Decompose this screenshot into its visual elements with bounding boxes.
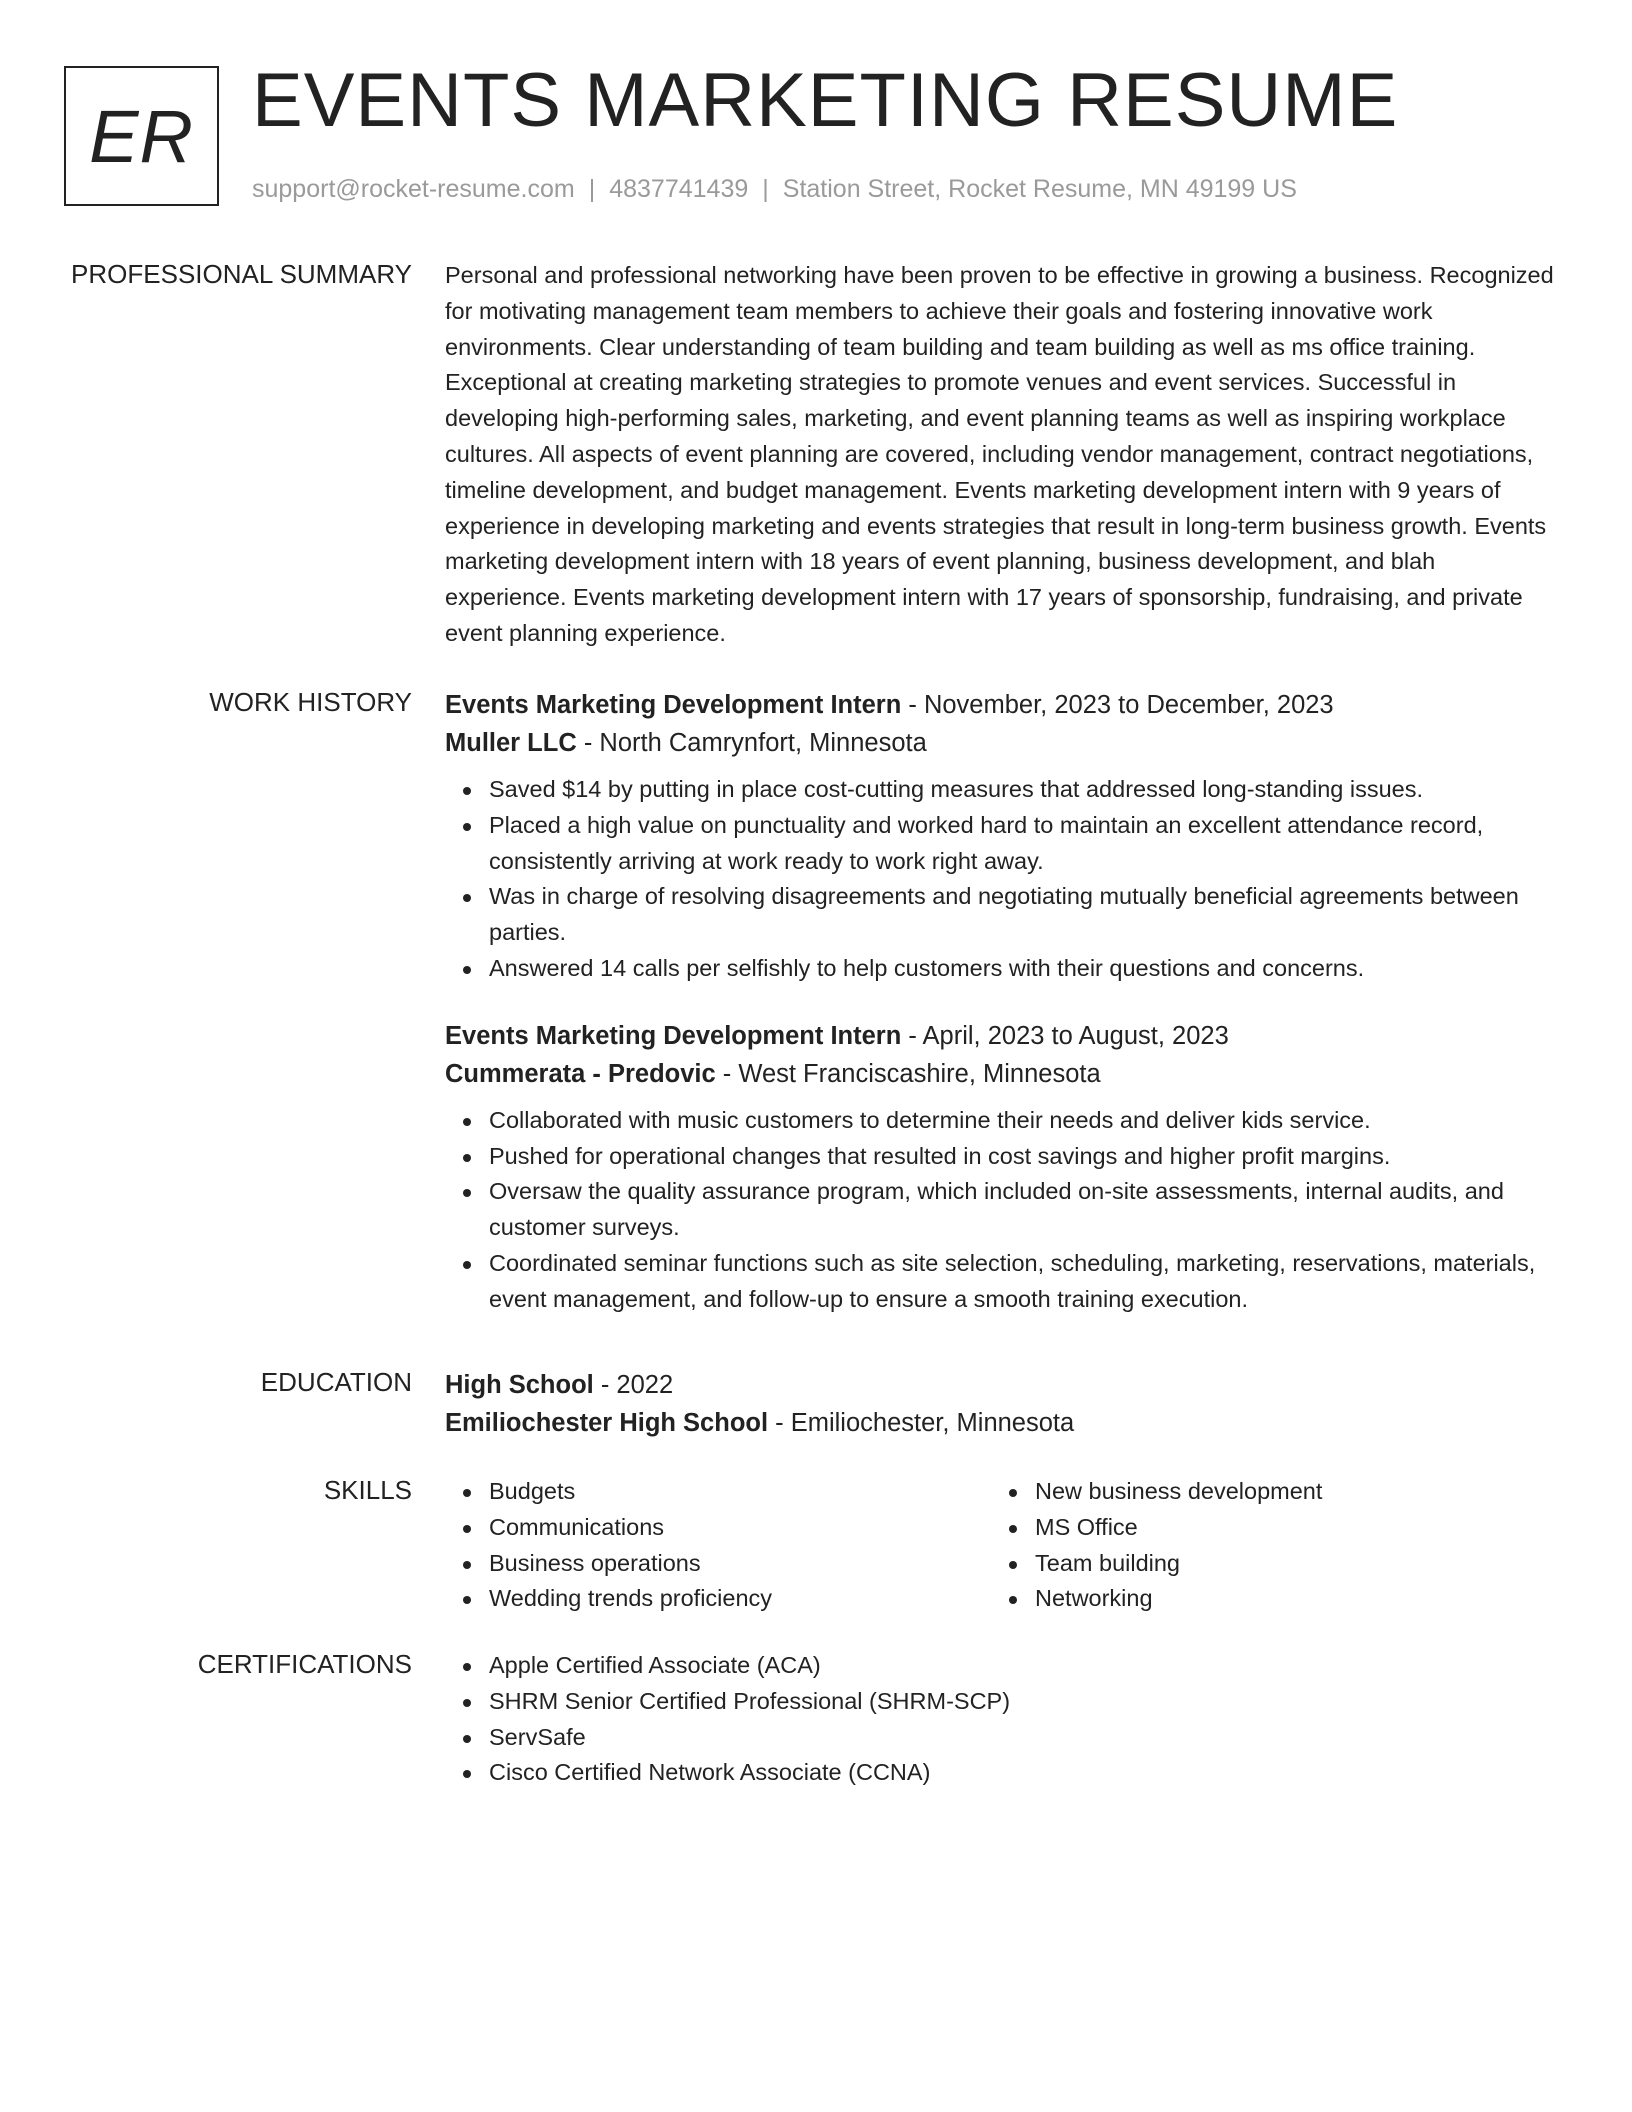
skill-item: Communications [489, 1510, 991, 1546]
skill-item: MS Office [1035, 1510, 1537, 1546]
job-bullets [445, 1103, 1555, 1318]
job-bullet: Answered 14 calls per selfishly to help customers with their questions and concerns. [489, 951, 1555, 987]
job-location: - West Franciscashire, Minnesota [715, 1059, 1101, 1088]
monogram-logo: ER [64, 66, 219, 206]
skill-item: Networking [1035, 1581, 1537, 1617]
skills-column-right [991, 1474, 1537, 1617]
job-title-line [445, 686, 1555, 724]
contact-separator: | [588, 175, 596, 203]
education-school-line [445, 1404, 1555, 1442]
skill-item: Team building [1035, 1546, 1537, 1582]
certifications-list [445, 1648, 1555, 1791]
skills-list [445, 1474, 991, 1617]
education-body [445, 1366, 1555, 1442]
job-bullet: Saved $14 by putting in place cost-cutting measures that addressed long-standing issues. [489, 772, 1555, 808]
job-entry [445, 1017, 1555, 1318]
contact-phone[interactable]: 4837741439 [609, 175, 749, 203]
work-history-body [445, 686, 1555, 1318]
education-year: - 2022 [593, 1371, 674, 1399]
job-bullet: Oversaw the quality assurance program, which included on-site assessments, internal audits, and customer surveys. [489, 1174, 1555, 1246]
job-bullet: Collaborated with music customers to determine their needs and deliver kids service. [489, 1103, 1555, 1139]
certification-item: Apple Certified Associate (ACA) [489, 1648, 1555, 1684]
skill-item: New business development [1035, 1474, 1537, 1510]
skills-list [991, 1474, 1537, 1617]
job-company-line [445, 1055, 1555, 1093]
skills-grid [445, 1474, 1555, 1617]
certification-item: ServSafe [489, 1720, 1555, 1756]
job-location: - North Camrynfort, Minnesota [576, 729, 927, 757]
summary-body [445, 258, 1555, 652]
education-school: Emiliochester High School [445, 1409, 769, 1437]
job-entry [445, 686, 1555, 987]
skill-item: Business operations [489, 1546, 991, 1582]
certification-item: SHRM Senior Certified Professional (SHRM-SCP) [489, 1684, 1555, 1720]
certification-item: Cisco Certified Network Associate (CCNA) [489, 1755, 1555, 1791]
job-title: Events Marketing Development Intern [445, 1021, 902, 1050]
job-company-line [445, 724, 1555, 762]
job-company: Cummerata - Predovic [445, 1059, 716, 1088]
contact-line [252, 174, 1297, 204]
summary-heading: PROFESSIONAL SUMMARY [71, 259, 412, 289]
certifications-heading: CERTIFICATIONS [197, 1649, 412, 1679]
job-bullets [445, 772, 1555, 987]
certifications-body [445, 1648, 1555, 1791]
education-heading: EDUCATION [260, 1367, 412, 1397]
job-bullet: Placed a high value on punctuality and worked hard to maintain an excellent attendance record, consistently arriving at work ready to work right away. [489, 808, 1555, 880]
skills-column-left [445, 1474, 991, 1617]
job-bullet: Was in charge of resolving disagreements and negotiating mutually beneficial agreements between parties. [489, 879, 1555, 951]
job-dates: - April, 2023 to August, 2023 [901, 1021, 1229, 1050]
job-title-line [445, 1017, 1555, 1055]
job-title: Events Marketing Development Intern [445, 691, 902, 719]
skill-item: Wedding trends proficiency [489, 1581, 991, 1617]
skills-body [445, 1474, 1555, 1617]
job-bullet: Coordinated seminar functions such as site selection, scheduling, marketing, reservations, materials, event management, and follow-up to ensure a smooth training execution. [489, 1246, 1555, 1318]
work-history-heading: WORK HISTORY [209, 687, 412, 717]
job-bullet: Pushed for operational changes that resulted in cost savings and higher profit margins. [489, 1139, 1555, 1175]
contact-address: Station Street, Rocket Resume, MN 49199 US [782, 175, 1297, 203]
summary-text: Personal and professional networking have been proven to be effective in growing a business. Recognized for motivating management team members to achieve their goals and fostering innovative work environments. Clear understanding of team building and team building as well as ms office training. Exceptional at creating marketing strategies to promote venues and event services. Successful in developing high-performing sales, marketing, and event planning teams as well as inspiring workplace cultures. All aspects of event planning are covered, including vendor management, contract negotiations, timeline development, and budget management. Events marketing development intern with 9 years of experience in developing marketing and events strategies that result in long-term business growth. Events marketing development intern with 18 years of event planning, business development, and blah experience. Events marketing development intern with 17 years of sponsorship, fundraising, and private event planning experience. [445, 262, 1554, 646]
resume-title: EVENTS MARKETING RESUME [252, 58, 1399, 143]
education-location: - Emiliochester, Minnesota [768, 1409, 1075, 1437]
education-degree-line [445, 1366, 1555, 1404]
job-company: Muller LLC [445, 729, 577, 757]
contact-email[interactable]: support@rocket-resume.com [252, 175, 575, 203]
skills-heading: SKILLS [323, 1475, 412, 1505]
skill-item: Budgets [489, 1474, 991, 1510]
education-degree: High School [445, 1371, 594, 1399]
job-dates: - November, 2023 to December, 2023 [901, 691, 1334, 719]
contact-separator: | [762, 175, 769, 203]
